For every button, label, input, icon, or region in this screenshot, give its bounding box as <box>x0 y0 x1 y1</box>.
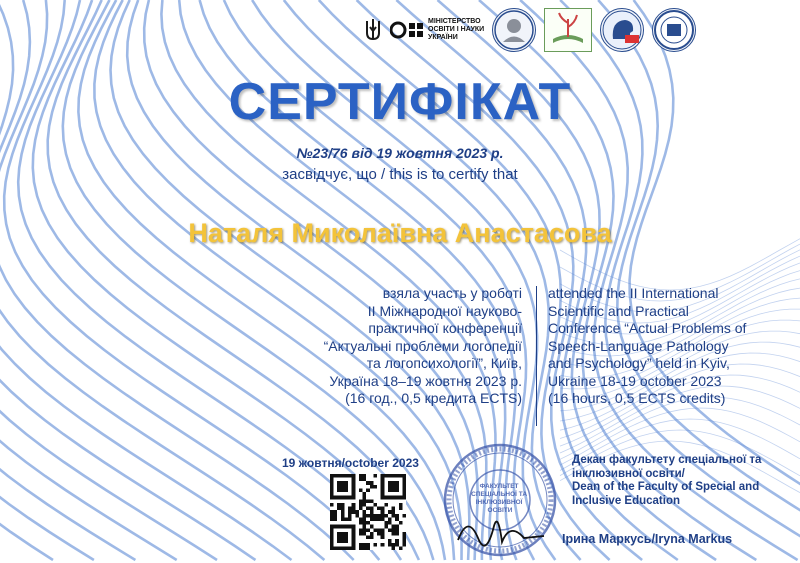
ministry-logo-text: МІНІСТЕРСТВО ОСВІТИ І НАУКИ УКРАЇНИ <box>428 18 485 41</box>
column-divider <box>536 286 537 426</box>
dean-name: Ірина Маркусь/Iryna Markus <box>562 532 733 546</box>
seal-center-text: ФАКУЛЬТЕТ СПЕЦІАЛЬНОЇ ТА ІНКЛЮЗИВНОЇ ОСВІТИ <box>471 483 528 514</box>
qr-code-icon <box>330 474 406 550</box>
recipient-name: Наталя Миколаївна Анастасова <box>188 218 612 248</box>
body-uk-line: практичної конференції <box>368 320 522 336</box>
faculty-book-tree-logo-icon <box>544 8 592 52</box>
certify-statement: засвідчує, що / this is to certify that <box>282 166 518 183</box>
body-uk-line: взяла участь у роботі <box>382 285 522 301</box>
body-en-line: Ukraine 18-19 october 2023 <box>548 372 722 389</box>
body-uk-line: II Міжнародної науково- <box>367 302 522 319</box>
header-logos <box>364 6 794 54</box>
trident-emblem-icon <box>364 17 382 43</box>
dean-title-en: Dean of the Faculty of Special and Inclusive Education <box>572 481 760 507</box>
association-logo-icon <box>652 8 696 52</box>
body-ukrainian <box>272 285 522 408</box>
certificate-number: №23/76 від 19 жовтня 2023 р. <box>296 145 504 161</box>
body-uk-line: та логопсихології”, Київ, <box>366 355 522 371</box>
ministry-logo <box>390 18 484 42</box>
university-portrait-logo-icon <box>492 8 536 52</box>
brain-head-logo-icon <box>600 8 644 52</box>
body-english <box>548 285 798 408</box>
dean-title-uk: Декан факультету спеціальної та інклюзивної освіти/ <box>572 454 762 480</box>
body-en-line: (16 hours, 0,5 ECTS credits) <box>548 390 726 406</box>
body-en-line: attended the II International <box>548 285 719 301</box>
body-en-line: Scientific and Practical <box>548 302 689 319</box>
body-en-line: Conference “Actual Problems of <box>548 320 747 336</box>
official-seal-stamp <box>440 440 560 560</box>
body-uk-line: Україна 18–19 жовтня 2023 р. <box>329 372 522 389</box>
body-en-line: and Psychology” held in Kyiv, <box>548 355 730 371</box>
body-uk-line: (16 год., 0,5 кредита ECTS) <box>345 390 522 406</box>
body-uk-line: “Актуальні проблеми логопедії <box>323 337 522 354</box>
body-en-line: Speech-Language Pathology <box>548 337 729 354</box>
ministry-mark-icon <box>390 20 424 40</box>
dean-title <box>572 454 798 508</box>
certificate-title: СЕРТИФІКАТ <box>228 73 572 131</box>
issue-date: 19 жовтня/october 2023 <box>282 456 419 470</box>
